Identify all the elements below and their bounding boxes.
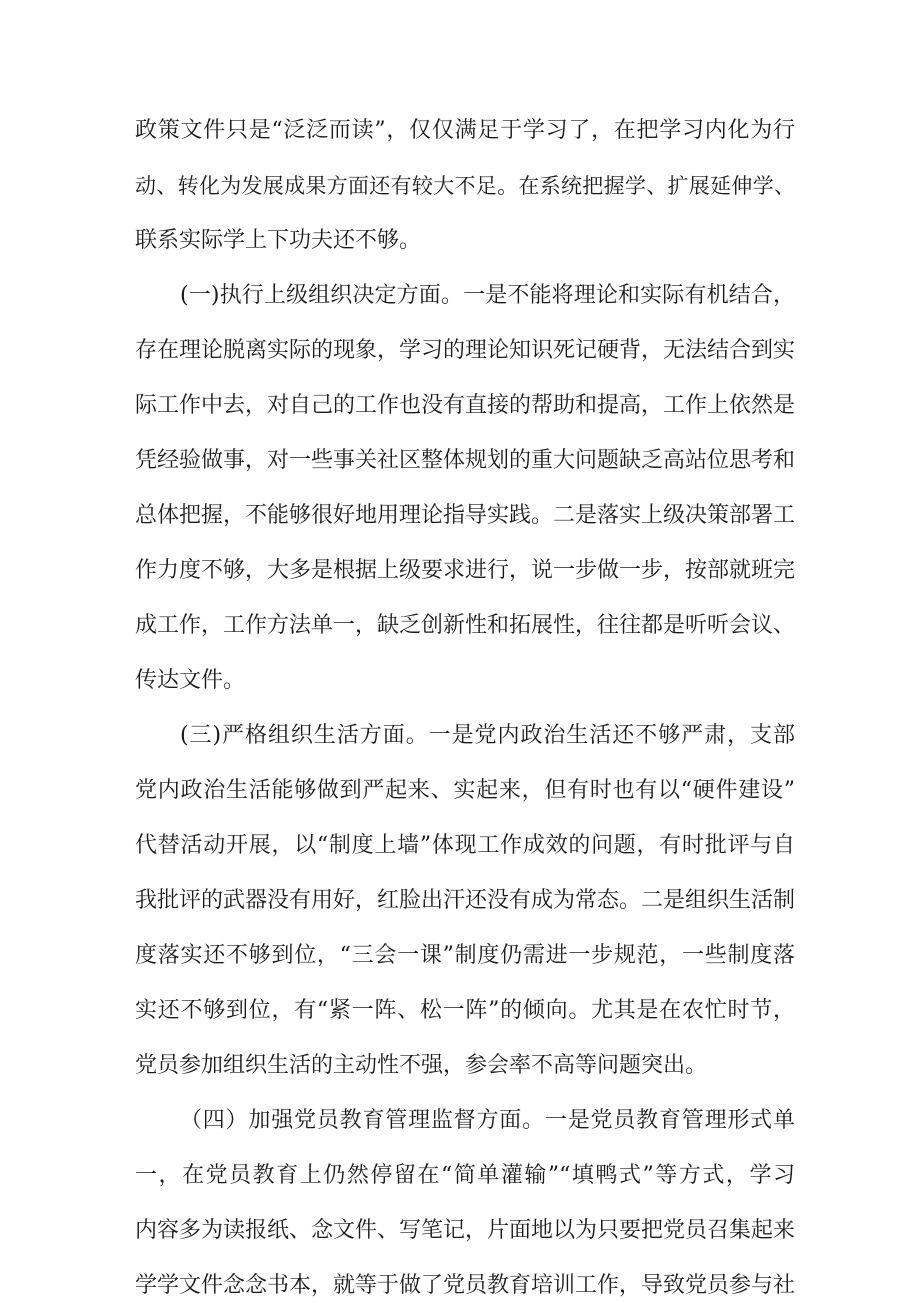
text-line: 总体把握，不能够很好地用理论指导实践。二是落实上级决策部署工 <box>135 503 796 528</box>
text-line: 党内政治生活能够做到严起来、实起来，但有时也有以“硬件建设” <box>135 778 795 803</box>
text-line: 内容多为读报纸、念文件、写笔记，片面地以为只要把党员召集起来 <box>135 1218 796 1243</box>
text-line: 动、转化为发展成果方面还有较大不足。在系统把握学、扩展延伸学、 <box>135 174 795 198</box>
paragraph-first-line: (一)执行上级组织决定方面。一是不能将理论和实际有机结合， <box>180 283 795 308</box>
text-line: 我批评的武器没有用好，红脸出汗还没有成为常态。二是组织生活制 <box>135 888 796 913</box>
text-line: 传达文件。 <box>135 668 246 693</box>
text-line: 度落实还不够到位，“三会一课”制度仍需进一步规范，一些制度落 <box>135 943 795 968</box>
text-line: 一，在党员教育上仍然停留在“简单灌输”“填鸭式”等方式，学习 <box>135 1163 795 1188</box>
text-line: 政策文件只是“泛泛而读”，仅仅满足于学习了，在把学习内化为行 <box>135 118 795 143</box>
text-line: 联系实际学上下功夫还不够。 <box>135 228 422 253</box>
paragraph-first-line: (三)严格组织生活方面。一是党内政治生活还不够严肃，支部 <box>180 723 795 748</box>
text-line: 实还不够到位，有“紧一阵、松一阵”的倾向。尤其是在农忙时节， <box>135 998 795 1023</box>
text-line: 党员参加组织生活的主动性不强，参会率不高等问题突出。 <box>135 1053 708 1078</box>
text-line: 代替活动开展，以“制度上墙”体现工作成效的问题，有时批评与自 <box>135 833 795 858</box>
text-line: 成工作，工作方法单一，缺乏创新性和拓展性，往往都是听听会议、 <box>135 613 796 638</box>
text-line: 作力度不够，大多是根据上级要求进行，说一步做一步，按部就班完 <box>135 558 796 583</box>
text-line: 凭经验做事，对一些事关社区整体规划的重大问题缺乏高站位思考和 <box>135 448 796 473</box>
text-line: 存在理论脱离实际的现象，学习的理论知识死记硬背，无法结合到实 <box>135 338 796 363</box>
text-line: 际工作中去，对自己的工作也没有直接的帮助和提高，工作上依然是 <box>135 393 796 418</box>
text-line: 学学文件念念书本，就等于做了党员教育培训工作，导致党员参与社 <box>135 1273 796 1298</box>
paragraph-first-line: （四）加强党员教育管理监督方面。一是党员教育管理形式单 <box>180 1108 795 1133</box>
